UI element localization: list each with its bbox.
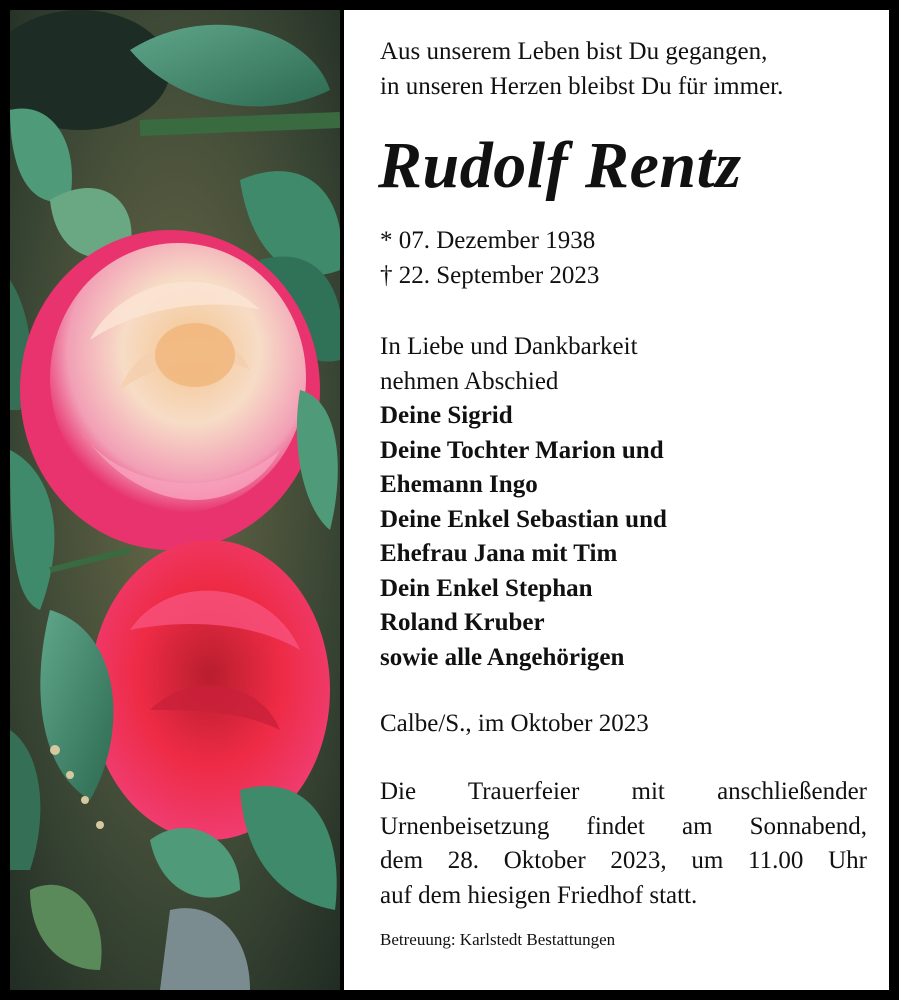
motto (380, 34, 783, 104)
motto-line: in unseren Herzen bleibst Du für immer. (380, 73, 784, 100)
rose-illustration (10, 10, 340, 990)
obituary-notice (10, 10, 889, 990)
deceased-name: Rudolf Rentz (378, 129, 742, 202)
service-line: Die Trauerfeier mit anschließender (380, 778, 867, 805)
place-date: Calbe/S., im Oktober 2023 (380, 710, 649, 737)
mourner: Deine Sigrid (380, 402, 513, 429)
mourner: Deine Tochter Marion und (380, 436, 664, 464)
mourner: Dein Enkel Stephan (380, 574, 593, 602)
mourner: sowie alle Angehörigen (380, 643, 625, 671)
intro-line: nehmen Abschied (380, 367, 559, 395)
mourner: Deine Enkel Sebastian und (380, 505, 667, 533)
death-date: † 22. September 2023 (380, 262, 600, 289)
intro-line: In Liebe und Dankbarkeit (380, 333, 638, 360)
birth-date: * 07. Dezember 1938 (380, 227, 596, 254)
mourner: Roland Kruber (380, 609, 545, 636)
notice-text-panel (344, 10, 889, 990)
motto-line: Aus unserem Leben bist Du gegangen, (380, 38, 768, 65)
service-info (380, 775, 867, 913)
life-dates (380, 223, 599, 293)
mourners-block (380, 330, 667, 675)
mourner: Ehemann Ingo (380, 471, 538, 498)
service-line: Urnenbeisetzung findet am Sonnabend, (380, 812, 867, 840)
service-line: auf dem hiesigen Friedhof statt. (380, 881, 698, 909)
service-line: dem 28. Oktober 2023, um 11.00 Uhr (380, 847, 867, 874)
rose-photo (10, 10, 340, 990)
mourner: Ehefrau Jana mit Tim (380, 540, 618, 567)
undertaker-credit: Betreuung: Karlstedt Bestattungen (380, 930, 616, 949)
